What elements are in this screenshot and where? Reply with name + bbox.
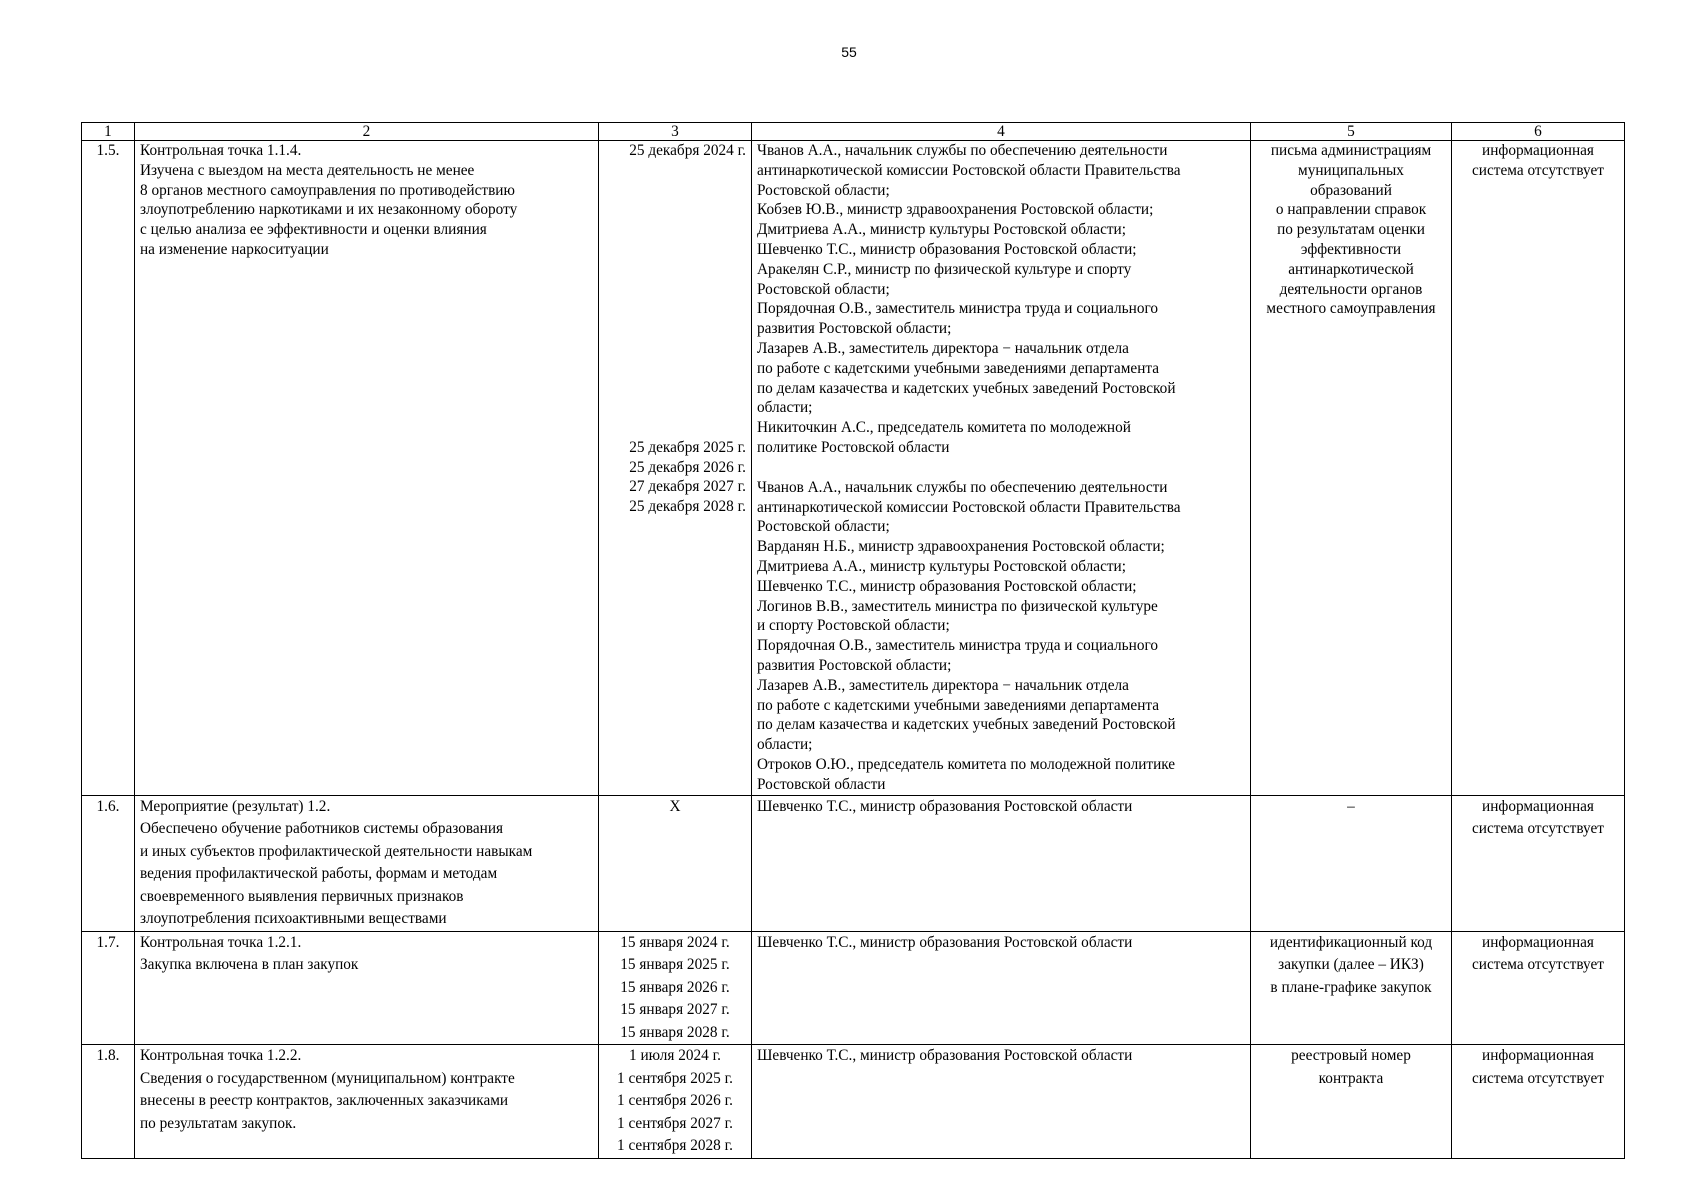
text-line: Дмитриева А.А., министр культуры Ростовской области;	[757, 557, 1126, 575]
row-result-document	[1251, 931, 1452, 1045]
text-line: Закупка включена в план закупок	[140, 956, 359, 973]
date-line: 1 июля 2024 г.	[629, 1047, 721, 1064]
row-description	[135, 795, 599, 931]
row-dates	[599, 141, 752, 796]
text-line: Чванов А.А., начальник службы по обеспечению деятельности	[757, 142, 1168, 159]
text-line: Изучена с выездом на места деятельность не менее	[140, 161, 475, 179]
text-line: Кобзев Ю.В., министр здравоохранения Ростовской области;	[757, 201, 1154, 219]
page-number: 55	[841, 44, 857, 60]
text-line: Никиточкин А.С., председатель комитета по молодежной	[757, 419, 1131, 437]
text-line: Ростовской области	[757, 775, 886, 793]
row-number: 1.8.	[82, 1045, 135, 1159]
date-line: 1 сентября 2025 г.	[616, 1069, 734, 1087]
text-line: Лазарев А.В., заместитель директора − начальник отдела	[757, 676, 1129, 694]
text-line: реестровый номер	[1291, 1047, 1411, 1064]
row-number: 1.5.	[82, 141, 135, 796]
text-line: и спорту Ростовской области;	[757, 617, 950, 635]
header-cell: 5	[1251, 123, 1452, 141]
text-line: Шевченко Т.С., министр образования Ростовской области;	[757, 240, 1137, 258]
row-dates	[599, 931, 752, 1045]
header-cell: 1	[82, 123, 135, 141]
text-line: Дмитриева А.А., министр культуры Ростовской области;	[757, 221, 1126, 239]
text-line: своевременного выявления первичных признаков	[140, 887, 464, 905]
text-line: письма администрациям	[1270, 142, 1432, 159]
text-line: и иных субъектов профилактической деятельности навыкам	[140, 842, 533, 860]
text-line: деятельности органов	[1279, 280, 1423, 298]
text-line: муниципальных	[1298, 161, 1404, 179]
row-number: 1.6.	[82, 795, 135, 931]
row-dates	[599, 795, 752, 931]
table-row	[82, 1045, 1625, 1159]
text-line: ведения профилактической работы, формам и методам	[140, 865, 498, 882]
text-line: злоупотреблению наркотиками и их незаконному обороту	[140, 201, 518, 219]
text-line: по делам казачества и кадетских учебных заведений Ростовской	[757, 379, 1176, 397]
text-line: антинаркотической	[1288, 260, 1414, 278]
row-info-system	[1452, 931, 1625, 1045]
text-line: Ростовской области;	[757, 280, 890, 298]
date-line: 27 декабря 2027 г.	[629, 478, 746, 496]
text-line: образований	[1310, 181, 1392, 199]
text-line: система отсутствует	[1472, 161, 1604, 179]
text-line: закупки (далее – ИКЗ)	[1278, 956, 1424, 973]
date-line: 25 декабря 2026 г.	[629, 458, 746, 476]
text-line: Шевченко Т.С., министр образования Ростовской области	[757, 797, 1133, 815]
text-line: Контрольная точка 1.2.2.	[140, 1047, 302, 1064]
header-row	[82, 123, 1625, 141]
date-line: 25 декабря 2024 г.	[629, 142, 746, 159]
text-line: развития Ростовской области;	[757, 320, 952, 338]
text-line: Контрольная точка 1.2.1.	[140, 933, 302, 951]
text-line: информационная	[1482, 933, 1594, 951]
row-result-document	[1251, 1045, 1452, 1159]
date-line: 15 января 2027 г.	[620, 1001, 730, 1018]
plan-table	[81, 122, 1625, 1159]
date-line: 15 января 2028 г.	[620, 1023, 730, 1041]
text-line: политике Ростовской области	[757, 438, 950, 456]
text-line: Шевченко Т.С., министр образования Ростовской области	[757, 933, 1133, 951]
row-responsible	[752, 1045, 1251, 1159]
header-cell: 6	[1452, 123, 1625, 141]
text-line: Отроков О.Ю., председатель комитета по молодежной политике	[757, 755, 1176, 773]
text-line: внесены в реестр контрактов, заключенных заказчиками	[140, 1092, 509, 1109]
text-line: идентификационный код	[1269, 933, 1433, 951]
text-line: Обеспечено обучение работников системы образования	[140, 820, 504, 837]
row-number: 1.7.	[82, 931, 135, 1045]
text-line: на изменение наркоситуации	[140, 240, 329, 258]
text-line: в плане-графике закупок	[1270, 978, 1432, 996]
text-line: Чванов А.А., начальник службы по обеспечению деятельности	[757, 478, 1168, 496]
text-line: контракта	[1318, 1069, 1384, 1087]
text-line: антинаркотической комиссии Ростовской области Правительства	[757, 498, 1181, 516]
text-line: развития Ростовской области;	[757, 656, 952, 674]
text-line: система отсутствует	[1472, 1069, 1604, 1087]
text-line: Логинов В.В., заместитель министра по физической культуре	[757, 597, 1158, 615]
row-responsible	[752, 795, 1251, 931]
text-line: Ростовской области;	[757, 518, 890, 536]
text-line: 8 органов местного самоуправления по противодействию	[140, 181, 515, 199]
table-row	[82, 795, 1625, 931]
date-line: 25 декабря 2028 г.	[629, 498, 746, 516]
text-line: Мероприятие (результат) 1.2.	[140, 797, 331, 815]
row-description	[135, 1045, 599, 1159]
date-line: 15 января 2025 г.	[620, 956, 730, 973]
date-line: 15 января 2026 г.	[620, 978, 730, 996]
date-line: 1 сентября 2028 г.	[616, 1137, 734, 1154]
row-dates	[599, 1045, 752, 1159]
text-line: по результатам оценки	[1277, 221, 1425, 239]
text-line: о направлении справок	[1275, 201, 1427, 219]
text-line: система отсутствует	[1472, 956, 1604, 973]
text-line: с целью анализа ее эффективности и оценки влияния	[140, 221, 487, 239]
date-line: 1 сентября 2027 г.	[616, 1114, 734, 1132]
text-line: информационная	[1482, 142, 1594, 159]
text-line: области;	[757, 399, 813, 417]
row-result-document	[1251, 141, 1452, 796]
text-line: по работе с кадетскими учебными заведениями департамента	[757, 696, 1160, 714]
text-line: –	[1347, 797, 1355, 815]
row-description	[135, 141, 599, 796]
text-line: Шевченко Т.С., министр образования Ростовской области	[757, 1047, 1133, 1064]
header-cell: 4	[752, 123, 1251, 141]
row-info-system	[1452, 795, 1625, 931]
date-line: 15 января 2024 г.	[620, 933, 730, 951]
row-result-document	[1251, 795, 1452, 931]
date-line: Х	[669, 797, 681, 815]
text-line: информационная	[1482, 1047, 1594, 1064]
text-line: Сведения о государственном (муниципальном) контракте	[140, 1069, 515, 1087]
date-line: 1 сентября 2026 г.	[616, 1092, 734, 1109]
text-line: по работе с кадетскими учебными заведениями департамента	[757, 359, 1160, 377]
table-row	[82, 141, 1625, 796]
text-line: эффективности	[1300, 240, 1402, 258]
row-info-system	[1452, 141, 1625, 796]
text-line: Шевченко Т.С., министр образования Ростовской области;	[757, 577, 1137, 595]
text-line: Порядочная О.В., заместитель министра труда и социального	[757, 300, 1159, 318]
text-line: Порядочная О.В., заместитель министра труда и социального	[757, 637, 1159, 655]
text-line: Контрольная точка 1.1.4.	[140, 142, 302, 159]
text-line: Лазарев А.В., заместитель директора − начальник отдела	[757, 339, 1129, 357]
row-description	[135, 931, 599, 1045]
text-line: Аракелян С.Р., министр по физической культуре и спорту	[757, 260, 1132, 278]
text-line: антинаркотической комиссии Ростовской области Правительства	[757, 161, 1181, 179]
row-info-system	[1452, 1045, 1625, 1159]
table-row	[82, 931, 1625, 1045]
text-line: злоупотребления психоактивными веществами	[140, 910, 447, 927]
text-line: Варданян Н.Б., министр здравоохранения Ростовской области;	[757, 538, 1165, 556]
header-cell: 3	[599, 123, 752, 141]
text-line: области;	[757, 736, 813, 754]
text-line: местного самоуправления	[1266, 300, 1436, 318]
text-line: Ростовской области;	[757, 181, 890, 199]
header-cell: 2	[135, 123, 599, 141]
row-responsible	[752, 931, 1251, 1045]
text-line: по результатам закупок.	[140, 1114, 297, 1132]
row-responsible	[752, 141, 1251, 796]
text-line: система отсутствует	[1472, 820, 1604, 837]
date-line: 25 декабря 2025 г.	[629, 438, 746, 456]
text-line: информационная	[1482, 797, 1594, 815]
text-line: по делам казачества и кадетских учебных заведений Ростовской	[757, 716, 1176, 734]
